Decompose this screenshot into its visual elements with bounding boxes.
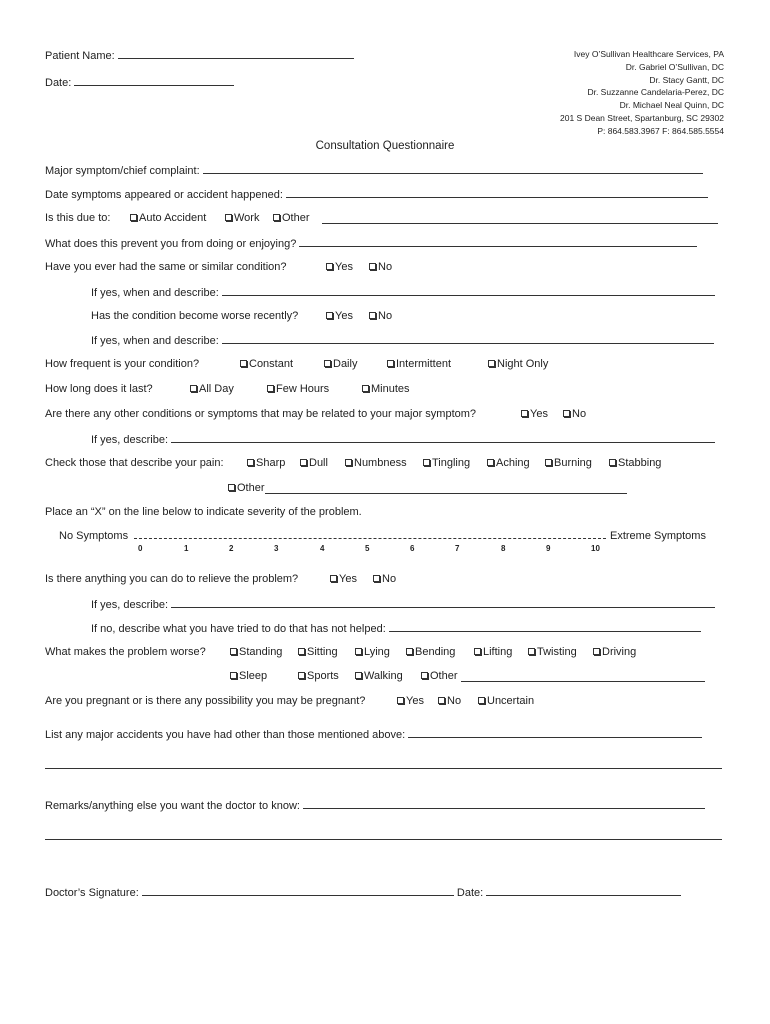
worse-recently-yes[interactable]: Yes xyxy=(326,310,353,322)
relieve-yes[interactable]: Yes xyxy=(330,573,357,585)
relieve-if-yes-label: If yes, describe: xyxy=(91,599,169,611)
same-condition-no[interactable]: No xyxy=(369,261,392,273)
scale-tick: 10 xyxy=(591,544,600,553)
scale-tick: 9 xyxy=(546,544,551,553)
remarks-label: Remarks/anything else you want the doctor to know: xyxy=(45,800,300,812)
worse-sleep[interactable]: Sleep xyxy=(230,670,267,682)
other-conditions-label: Are there any other conditions or symptoms that may be related to your major symptom? xyxy=(45,408,477,420)
date-row xyxy=(45,75,234,89)
date-symptoms-label: Date symptoms appeared or accident happened: xyxy=(45,189,283,201)
prevent-label: What does this prevent you from doing or enjoying? xyxy=(45,238,297,250)
due-to-row xyxy=(45,212,110,224)
relieve-if-no-label: If no, describe what you have tried to do that has not helped: xyxy=(91,623,386,635)
same-condition-yes[interactable]: Yes xyxy=(326,261,353,273)
pain-stabbing[interactable]: Stabbing xyxy=(609,457,661,469)
due-to-other-field[interactable] xyxy=(322,223,718,224)
relieve-if-no-row xyxy=(91,621,701,635)
due-to-label: Is this due to: xyxy=(45,212,111,224)
frequency-daily[interactable]: Daily xyxy=(324,358,357,370)
scale-tick: 2 xyxy=(229,544,234,553)
extreme-symptoms-label: Extreme Symptoms xyxy=(610,530,706,542)
severity-instruction: Place an “X” on the line below to indicate severity of the problem. xyxy=(45,506,362,518)
date-symptoms-field[interactable] xyxy=(286,187,708,198)
if-yes-when2-label: If yes, when and describe: xyxy=(91,335,219,347)
scale-tick: 4 xyxy=(320,544,325,553)
worse-label: What makes the problem worse? xyxy=(45,646,206,658)
accidents-field-line2[interactable] xyxy=(45,768,722,769)
pain-aching[interactable]: Aching xyxy=(487,457,530,469)
patient-name-row xyxy=(45,48,354,62)
date-symptoms-row xyxy=(45,187,708,201)
worse-sports[interactable]: Sports xyxy=(298,670,339,682)
patient-name-field[interactable] xyxy=(118,48,354,59)
pregnant-label: Are you pregnant or is there any possibility you may be pregnant? xyxy=(45,695,366,707)
worse-lifting[interactable]: Lifting xyxy=(474,646,512,658)
prevent-row xyxy=(45,236,697,250)
major-symptom-field[interactable] xyxy=(203,163,703,174)
relieve-no[interactable]: No xyxy=(373,573,396,585)
frequency-intermittent[interactable]: Intermittent xyxy=(387,358,451,370)
frequency-label: How frequent is your condition? xyxy=(45,358,200,370)
duration-few-hours[interactable]: Few Hours xyxy=(267,383,329,395)
worse-sitting[interactable]: Sitting xyxy=(298,646,338,658)
worse-driving[interactable]: Driving xyxy=(593,646,636,658)
accidents-label: List any major accidents you have had other than those mentioned above: xyxy=(45,729,406,741)
major-symptom-label: Major symptom/chief complaint: xyxy=(45,165,200,177)
duration-all-day[interactable]: All Day xyxy=(190,383,234,395)
duration-minutes[interactable]: Minutes xyxy=(362,383,410,395)
clinic-phone: P: 864.583.3967 F: 864.585.5554 xyxy=(597,125,724,136)
pain-numbness[interactable]: Numbness xyxy=(345,457,407,469)
if-yes-when2-field[interactable] xyxy=(222,333,714,344)
date-label: Date: xyxy=(45,77,72,89)
major-symptom-row xyxy=(45,163,703,177)
if-yes-when-field[interactable] xyxy=(222,285,715,296)
scale-tick: 1 xyxy=(184,544,189,553)
scale-tick: 5 xyxy=(365,544,370,553)
relieve-label: Is there anything you can do to relieve the problem? xyxy=(45,573,299,585)
accidents-field[interactable] xyxy=(408,727,702,738)
other-if-yes-field[interactable] xyxy=(171,432,715,443)
pain-dull[interactable]: Dull xyxy=(300,457,328,469)
pregnant-yes[interactable]: Yes xyxy=(397,695,424,707)
relieve-if-yes-field[interactable] xyxy=(171,597,715,608)
worse-other[interactable]: Other xyxy=(421,670,705,682)
severity-scale xyxy=(0,544,770,556)
worse-twisting[interactable]: Twisting xyxy=(528,646,577,658)
duration-label: How long does it last? xyxy=(45,383,153,395)
other-checkbox[interactable]: Other xyxy=(273,212,310,224)
pain-sharp[interactable]: Sharp xyxy=(247,457,285,469)
if-yes-when-row xyxy=(91,285,715,299)
if-yes-when2-row xyxy=(91,333,714,347)
signature-field[interactable] xyxy=(142,885,454,896)
pain-label: Check those that describe your pain: xyxy=(45,457,224,469)
worse-recently-no[interactable]: No xyxy=(369,310,392,322)
worse-standing[interactable]: Standing xyxy=(230,646,282,658)
scale-tick: 3 xyxy=(274,544,279,553)
doctor-name: Dr. Stacy Gantt, DC xyxy=(649,74,724,85)
relieve-if-yes-row xyxy=(91,597,715,611)
other-if-yes-label: If yes, describe: xyxy=(91,434,169,446)
pain-other[interactable]: Other xyxy=(228,482,627,494)
scale-tick: 0 xyxy=(138,544,143,553)
pregnant-uncertain[interactable]: Uncertain xyxy=(478,695,534,707)
prevent-field[interactable] xyxy=(299,236,697,247)
frequency-constant[interactable]: Constant xyxy=(240,358,293,370)
severity-line[interactable] xyxy=(134,538,606,539)
no-symptoms-label: No Symptoms xyxy=(59,530,129,542)
doctor-name: Dr. Suzzanne Candelaria-Perez, DC xyxy=(587,87,724,98)
work-checkbox[interactable]: Work xyxy=(225,212,259,224)
frequency-night-only[interactable]: Night Only xyxy=(488,358,548,370)
remarks-field[interactable] xyxy=(303,798,705,809)
worse-bending[interactable]: Bending xyxy=(406,646,455,658)
relieve-if-no-field[interactable] xyxy=(389,621,701,632)
clinic-name: Ivey O’Sullivan Healthcare Services, PA xyxy=(573,49,724,59)
page-title: Consultation Questionnaire xyxy=(315,140,455,152)
signature-date-field[interactable] xyxy=(486,885,681,896)
clinic-address: 201 S Dean Street, Spartanburg, SC 29302 xyxy=(560,112,724,123)
if-yes-when-label: If yes, when and describe: xyxy=(91,287,219,299)
doctor-name: Dr. Gabriel O’Sullivan, DC xyxy=(625,61,724,72)
pregnant-no[interactable]: No xyxy=(438,695,461,707)
pain-other-field[interactable] xyxy=(265,483,627,494)
pain-tingling[interactable]: Tingling xyxy=(423,457,470,469)
auto-accident-checkbox[interactable]: Auto Accident xyxy=(130,212,206,224)
remarks-row xyxy=(45,798,705,812)
worse-other-field[interactable] xyxy=(461,671,705,682)
accidents-row xyxy=(45,727,702,741)
same-condition-label: Have you ever had the same or similar condition? xyxy=(45,261,287,273)
signature-date-label: Date: xyxy=(456,887,484,899)
doctor-name: Dr. Michael Neal Quinn, DC xyxy=(619,100,724,111)
worse-lying[interactable]: Lying xyxy=(355,646,390,658)
patient-name-label: Patient Name: xyxy=(45,50,115,62)
worse-recently-label: Has the condition become worse recently? xyxy=(91,310,299,322)
other-conditions-no[interactable]: No xyxy=(563,408,586,420)
worse-walking[interactable]: Walking xyxy=(355,670,403,682)
pain-burning[interactable]: Burning xyxy=(545,457,592,469)
other-if-yes-row xyxy=(91,432,715,446)
scale-tick: 6 xyxy=(410,544,415,553)
remarks-field-line2[interactable] xyxy=(45,839,722,840)
other-conditions-yes[interactable]: Yes xyxy=(521,408,548,420)
signature-row xyxy=(45,885,681,899)
date-field[interactable] xyxy=(74,75,234,86)
scale-tick: 8 xyxy=(501,544,506,553)
signature-label: Doctor’s Signature: xyxy=(45,887,139,899)
clinic-info xyxy=(560,48,724,138)
scale-tick: 7 xyxy=(455,544,460,553)
